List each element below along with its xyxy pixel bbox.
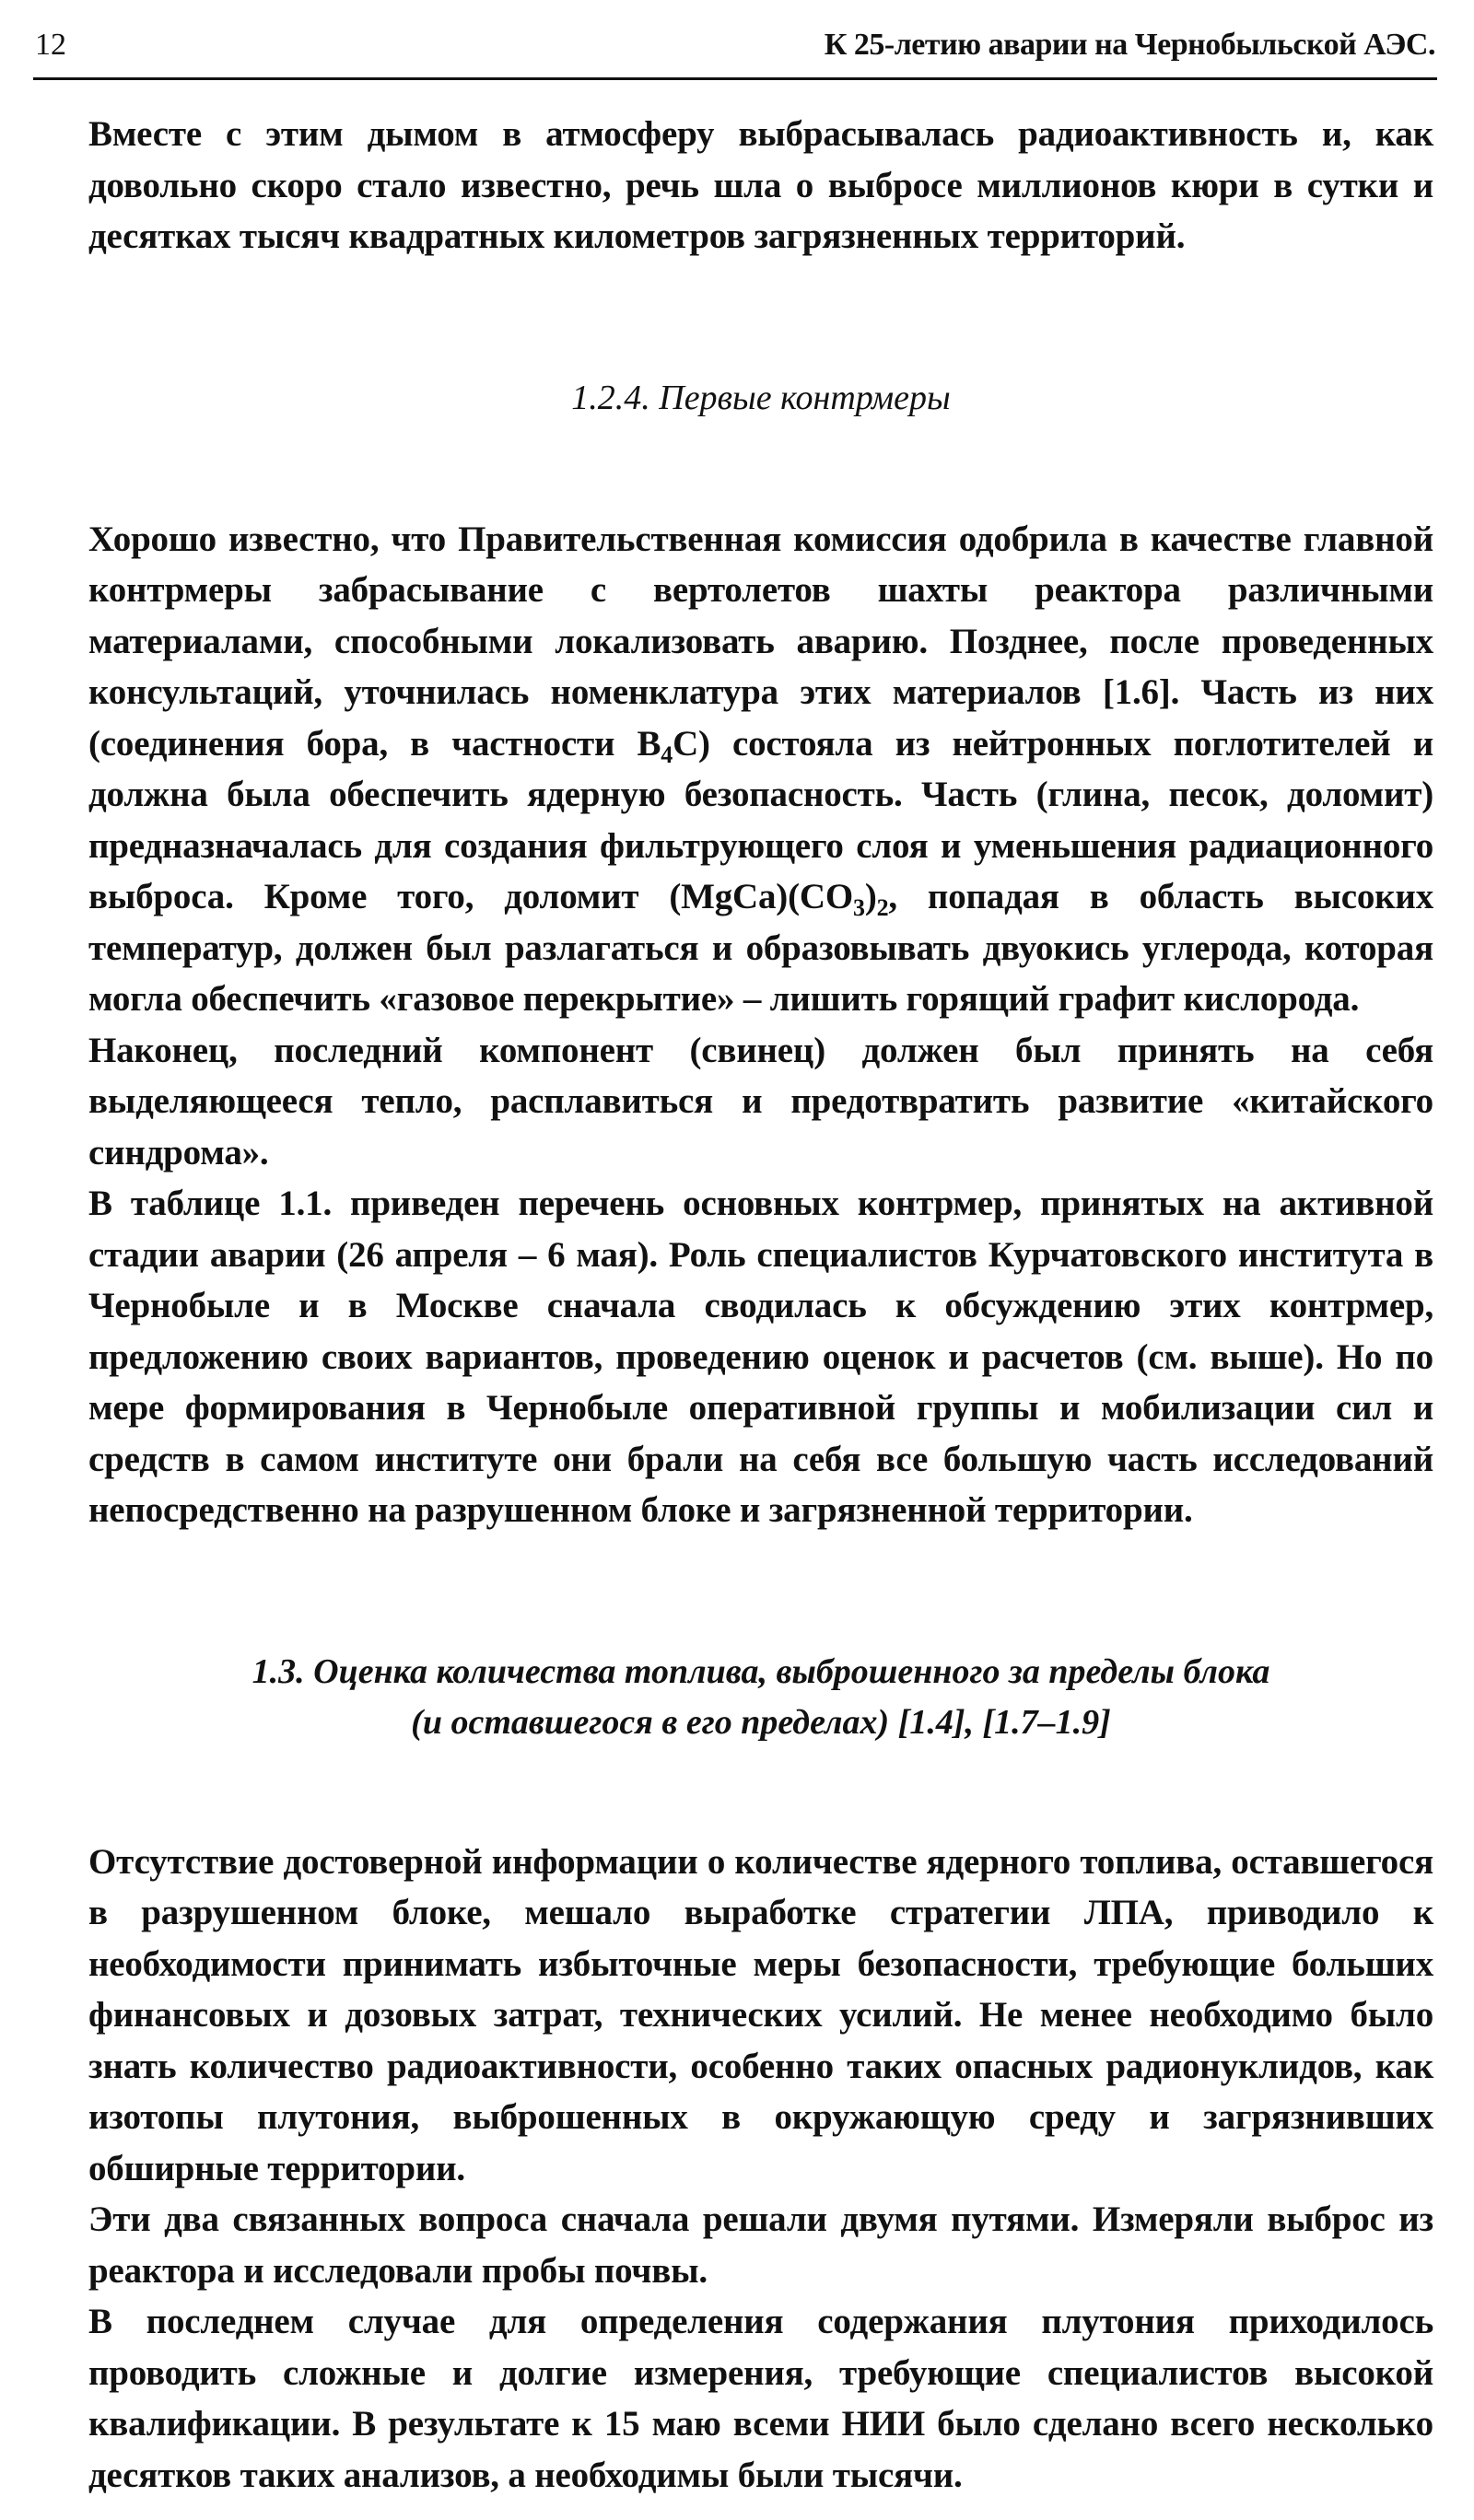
heading-line: 1.3. Оценка количества топлива, выброшенного за пределы блока bbox=[252, 1651, 1270, 1691]
page-number: 12 bbox=[35, 28, 66, 62]
subscript: 4 bbox=[661, 741, 673, 768]
text-run: ) bbox=[864, 877, 877, 916]
text-run: Хорошо известно, что Правительственная комиссия одобрила в качестве главной контрмеры забрасывание с вертолетов шахты реактора различными материалами, способными локализовать аварию. Позднее, после проведенных консультаций, уточнилась номенклатура этих материалов [1.6]. Часть из них (соединения бора, в частности B bbox=[88, 519, 1433, 764]
text-run: , попадая в область высоких температур, должен был разлагаться и образовывать двуокись углерода, которая могла обеспечить «газовое перекрытие» – лишить горящий графит кислорода. bbox=[88, 877, 1433, 1019]
text-run: C) состояла из нейтронных поглотителей и должна была обеспечить ядерную безопасность. Часть (глина, песок, доломит) предназначалась для создания фильтрующего слоя и уменьшения радиационного выброса. Кроме того, доломит (MgCa)(CO bbox=[88, 723, 1433, 916]
paragraph: Эти два связанных вопроса сначала решали двумя путями. Измеряли выброс из реактора и исследовали пробы почвы. bbox=[88, 2199, 1433, 2291]
page-body bbox=[88, 109, 1433, 2501]
heading-line: (и оставшегося в его пределах) [1.4], [1.7–1.9] bbox=[411, 1702, 1111, 1742]
subscript: 3 bbox=[853, 894, 865, 921]
page-header bbox=[35, 24, 1435, 70]
header-rule bbox=[33, 77, 1437, 80]
paragraph: В последнем случае для определения содержания плутония приходилось проводить сложные и долгие измерения, требующие специалистов высокой квалификации. В результате к 15 маю всеми НИИ было сделано всего несколько десятков таких анализов, а необходимы были тысячи. bbox=[88, 2302, 1433, 2495]
paragraph: В таблице 1.1. приведен перечень основных контрмер, принятых на активной стадии аварии (26 апреля – 6 мая). Роль специалистов Курчатовского института в Чернобыле и в Москве сначала сводилась к обсуждению этих контрмер, предложению своих вариантов, проведению оценок и расчетов (см. выше). Но по мере формирования в Чернобыле оперативной группы и мобилизации сил и средств в самом институте они брали на себя все большую часть исследований непосредственно на разрушенном блоке и загрязненной территории. bbox=[88, 1184, 1433, 1530]
paragraph-countermeasures bbox=[88, 514, 1433, 1025]
running-title: К 25-летию аварии на Чернобыльской АЭС. bbox=[824, 28, 1435, 62]
paragraph: Вместе с этим дымом в атмосферу выбрасывалась радиоактивность и, как довольно скоро стало известно, речь шла о выбросе миллионов кюри в сутки и десятках тысяч квадратных километров загрязненных территорий. bbox=[88, 114, 1433, 256]
subscript: 2 bbox=[876, 894, 889, 921]
paragraph: Отсутствие достоверной информации о количестве ядерного топлива, оставшегося в разрушенном блоке, мешало выработке стратегии ЛПА, приводило к необходимости принимать избыточные меры безопасности, требующие больших финансовых и дозовых затрат, технических усилий. Не менее необходимо было знать количество радиоактивности, особенно таких опасных радионуклидов, как изотопы плутония, выброшенных в окружающую среду и загрязнивших обширные территории. bbox=[88, 1841, 1433, 2188]
section-heading-1-2-4: 1.2.4. Первые контрмеры bbox=[571, 378, 951, 417]
paragraph: Наконец, последний компонент (свинец) должен был принять на себя выделяющееся тепло, расплавиться и предотвратить развитие «китайского синдрома». bbox=[88, 1030, 1433, 1172]
section-heading-1-3 bbox=[88, 1647, 1433, 1748]
